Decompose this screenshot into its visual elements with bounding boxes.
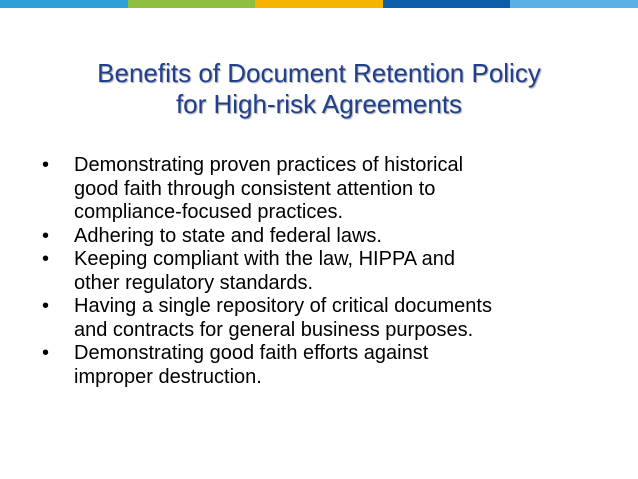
top-color-stripe xyxy=(0,0,638,8)
slide-title xyxy=(20,58,618,120)
bullet-text-line: Adhering to state and federal laws. xyxy=(74,224,382,247)
slide-title-line-1: Benefits of Document Retention Policy xyxy=(97,58,541,88)
bullet-icon: • xyxy=(42,295,50,317)
bullet-text-line: other regulatory standards. xyxy=(74,271,314,294)
bullet-icon: • xyxy=(42,342,50,364)
bullet-icon: • xyxy=(42,154,50,176)
bullet-text-line: Demonstrating proven practices of historical xyxy=(74,154,464,176)
bullet-text-line: and contracts for general business purposes. xyxy=(74,318,474,341)
stripe-segment xyxy=(128,0,256,8)
bullet-icon: • xyxy=(42,248,50,270)
bullet-text-line: improper destruction. xyxy=(74,365,262,388)
bullet-text-line: good faith through consistent attention to xyxy=(74,177,436,200)
bullet-item xyxy=(40,154,600,225)
stripe-segment xyxy=(0,0,128,8)
stripe-segment xyxy=(510,0,638,8)
bullet-text-line: compliance-focused practices. xyxy=(74,201,344,223)
bullet-list xyxy=(40,154,600,389)
slide-title-line-2: for High-risk Agreements xyxy=(175,89,463,119)
bullet-text-line: Demonstrating good faith efforts against xyxy=(74,342,429,364)
bullet-icon: • xyxy=(42,224,50,247)
bullet-text-line: Having a single repository of critical documents xyxy=(74,295,492,317)
bullet-item xyxy=(40,248,600,295)
bullet-item xyxy=(40,225,600,249)
bullet-text-line: Keeping compliant with the law, HIPPA and xyxy=(74,248,455,270)
bullet-item xyxy=(40,295,600,342)
stripe-segment xyxy=(255,0,383,8)
stripe-segment xyxy=(383,0,511,8)
bullet-item xyxy=(40,342,600,389)
